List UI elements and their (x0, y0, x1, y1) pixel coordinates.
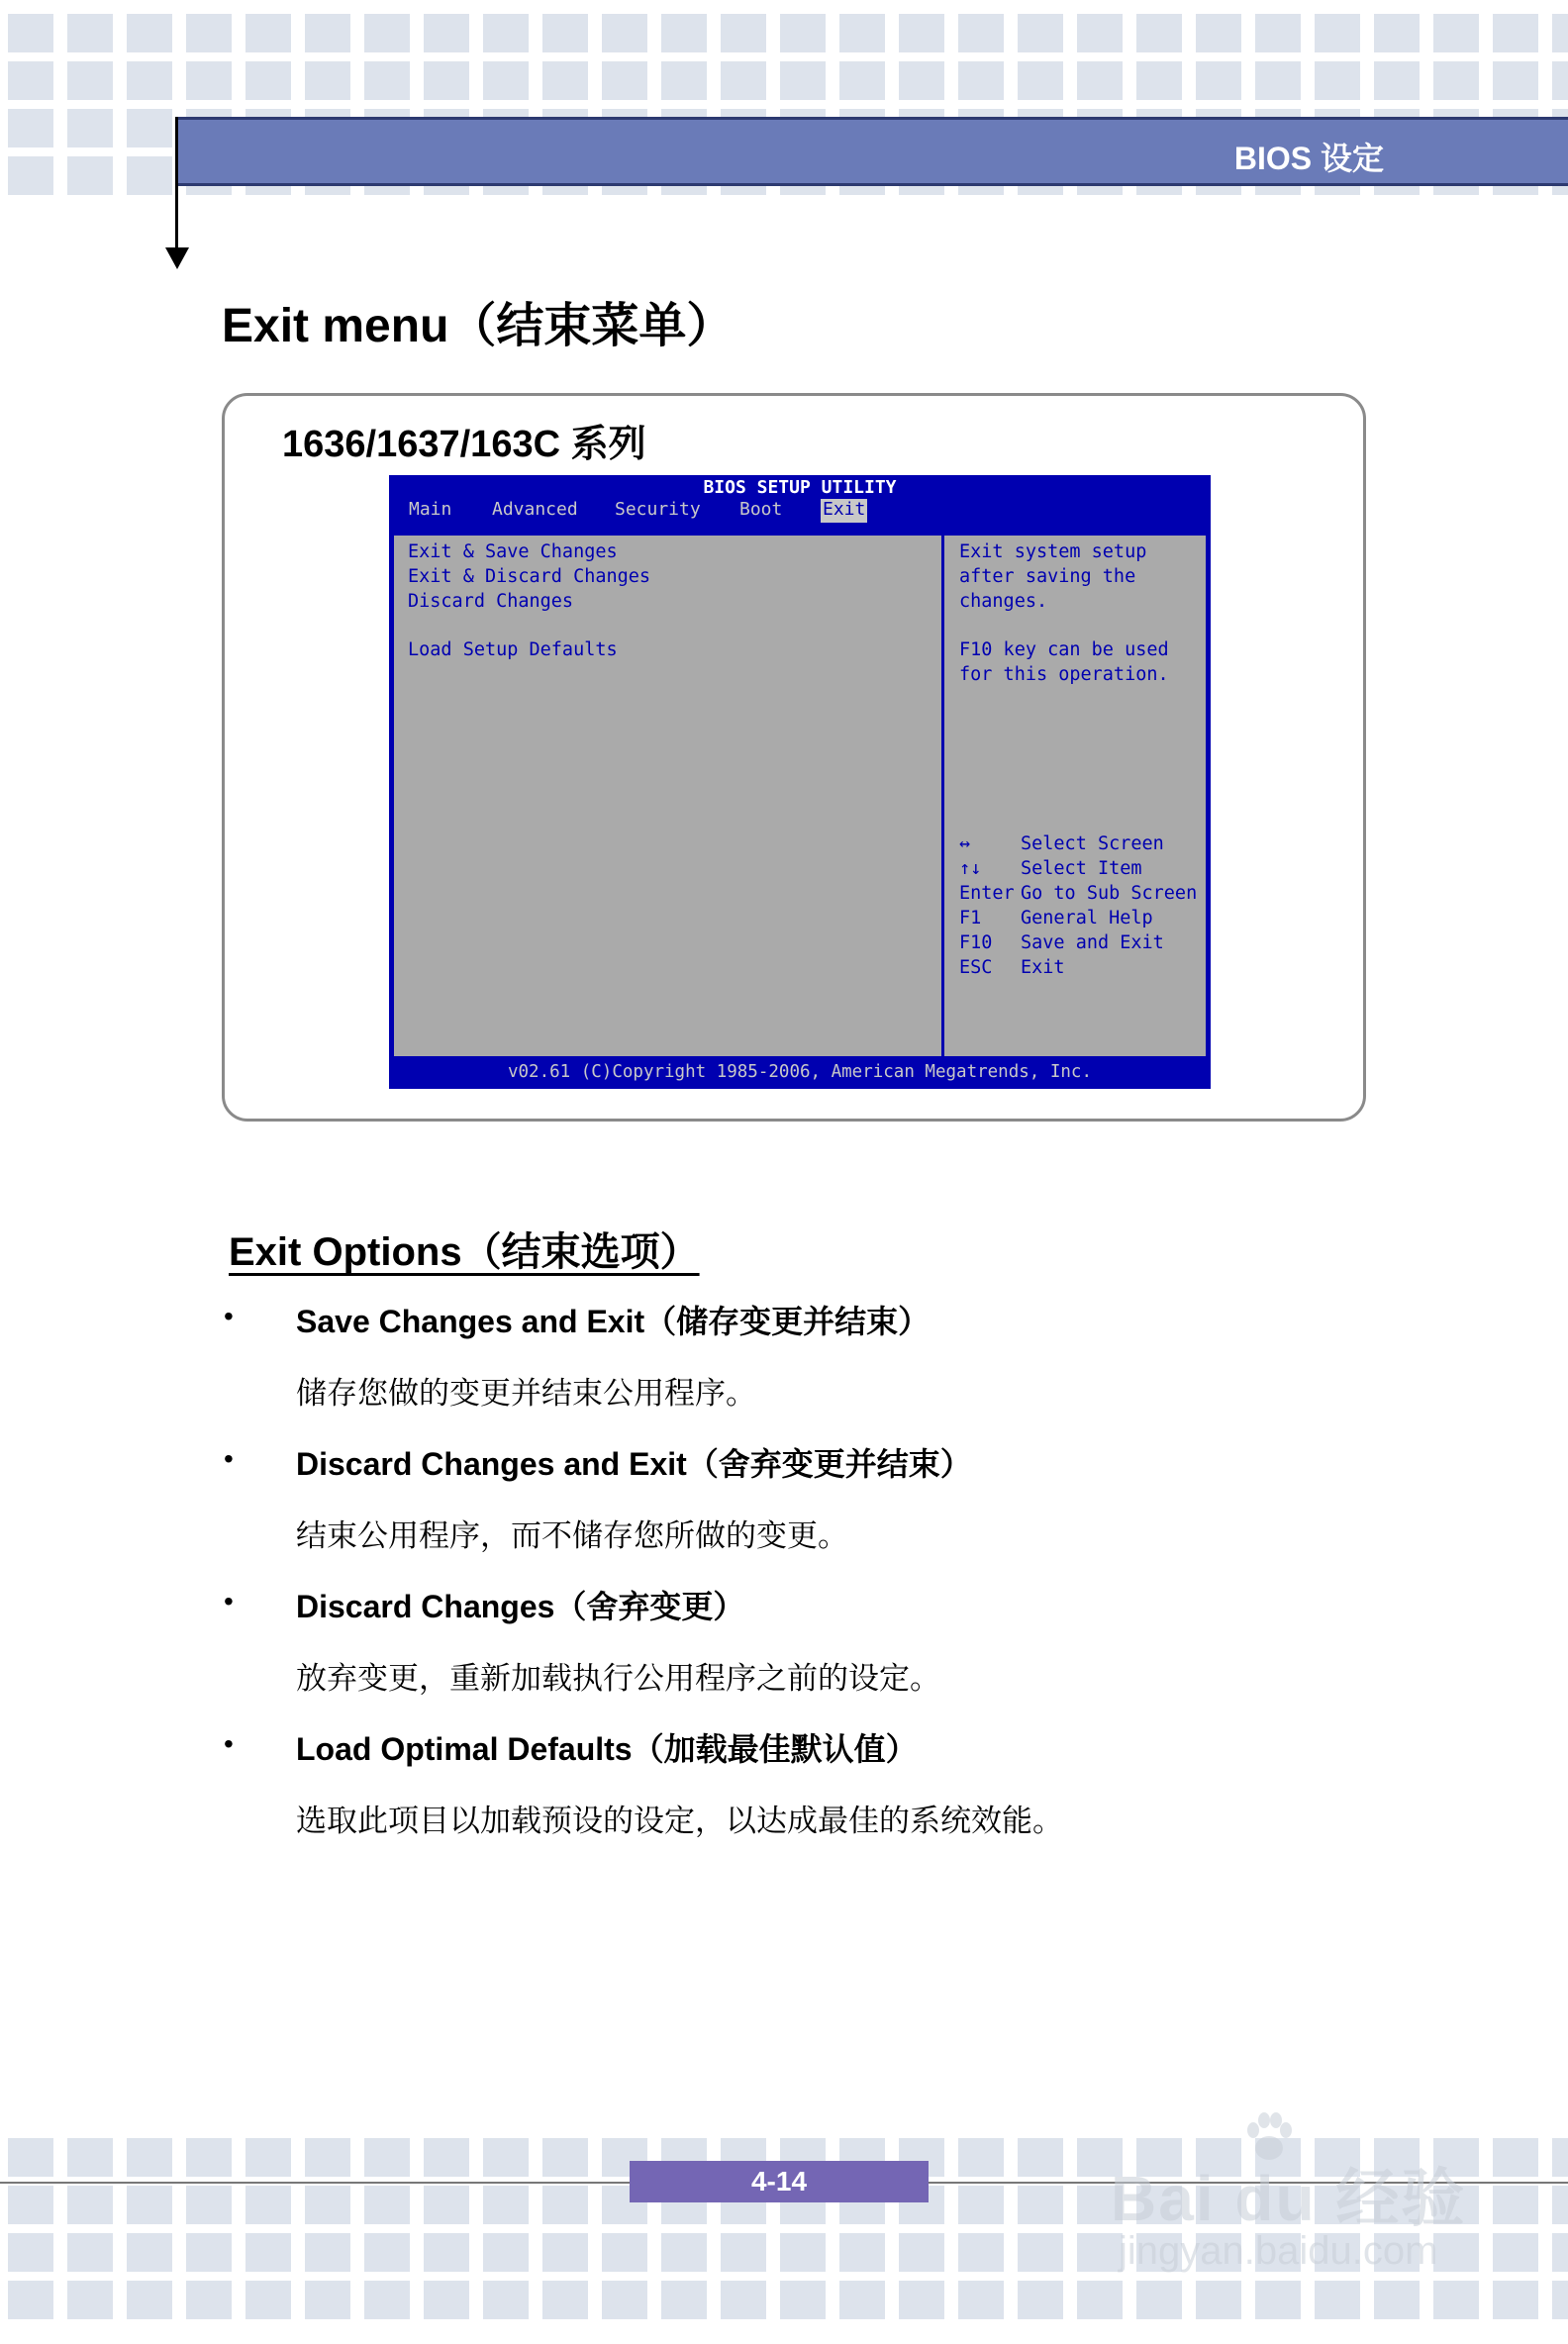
bios-options-panel (394, 536, 944, 1056)
help-line: F10 key can be used (959, 639, 1169, 660)
tab-boot[interactable]: Boot (739, 499, 783, 520)
help-line: after saving the (959, 566, 1136, 587)
bullet-icon: • (224, 1586, 234, 1616)
exit-options-title: Exit Options（结束选项） (229, 1230, 700, 1274)
bios-screenshot-frame (222, 393, 1366, 1122)
tab-exit[interactable]: Exit (821, 499, 867, 523)
option-heading: Load Optimal Defaults（加载最佳默认值） (296, 1731, 918, 1767)
option-heading: Discard Changes and Exit（舍弃变更并结束） (296, 1446, 972, 1482)
option-heading: Save Changes and Exit（储存变更并结束） (296, 1304, 931, 1339)
help-line: Exit system setup (959, 541, 1147, 562)
bullet-icon: • (224, 1443, 234, 1474)
option-discard-changes[interactable]: Discard Changes (408, 591, 574, 612)
option-description: 放弃变更，重新加载执行公用程序之前的设定。 (296, 1661, 940, 1697)
tab-security[interactable]: Security (615, 499, 701, 520)
tab-main[interactable]: Main (409, 499, 452, 520)
key-desc: General Help (1021, 908, 1153, 928)
header-section-label: BIOS 设定 (1233, 141, 1384, 176)
key-enter: Enter (959, 883, 1015, 904)
option-description: 选取此项目以加载预设的设定，以达成最佳的系统效能。 (296, 1804, 1063, 1839)
bios-body (392, 534, 1208, 1058)
key-desc: Select Item (1021, 858, 1142, 879)
page-title: Exit menu（结束菜单） (222, 300, 735, 352)
watermark-url: jingyan.baidu.com (1119, 2229, 1438, 2273)
bullet-icon: • (224, 1301, 234, 1331)
key-desc: Go to Sub Screen (1021, 883, 1198, 904)
key-arrows-lr: ↔ (959, 833, 971, 854)
down-arrow-icon (165, 247, 189, 269)
key-f10: F10 (959, 932, 993, 953)
option-exit-save[interactable]: Exit & Save Changes (408, 541, 618, 562)
key-f1: F1 (959, 908, 982, 928)
option-description: 储存您做的变更并结束公用程序。 (296, 1376, 756, 1412)
bios-tab-bar (407, 499, 867, 523)
key-desc: Save and Exit (1021, 932, 1164, 953)
option-heading: Discard Changes（舍弃变更） (296, 1589, 745, 1624)
top-tile-pattern (0, 0, 1568, 228)
option-load-defaults[interactable]: Load Setup Defaults (408, 639, 618, 660)
key-esc: ESC (959, 957, 993, 978)
bios-screen (389, 475, 1211, 1089)
bios-copyright-footer: v02.61 (C)Copyright 1985-2006, American Megatrends, Inc. (507, 1062, 1092, 1082)
bios-help-panel (947, 536, 1207, 1056)
series-label: 1636/1637/163C 系列 (282, 424, 646, 465)
key-desc: Select Screen (1021, 833, 1164, 854)
option-description: 结束公用程序，而不储存您所做的变更。 (296, 1518, 848, 1554)
baidu-watermark (1111, 2108, 1536, 2277)
bullet-icon: • (224, 1728, 234, 1759)
header-marker-line (175, 117, 178, 250)
key-arrows-ud: ↑↓ (959, 858, 982, 879)
help-line: for this operation. (959, 664, 1169, 685)
bios-title: BIOS SETUP UTILITY (703, 477, 897, 498)
help-line: changes. (959, 591, 1048, 612)
key-desc: Exit (1021, 957, 1065, 978)
header-band (176, 117, 1568, 186)
option-exit-discard[interactable]: Exit & Discard Changes (408, 566, 651, 587)
tab-advanced[interactable]: Advanced (492, 499, 578, 520)
watermark-logo: Bai du 经验 (1111, 2163, 1467, 2234)
page-number: 4-14 (630, 2161, 929, 2202)
